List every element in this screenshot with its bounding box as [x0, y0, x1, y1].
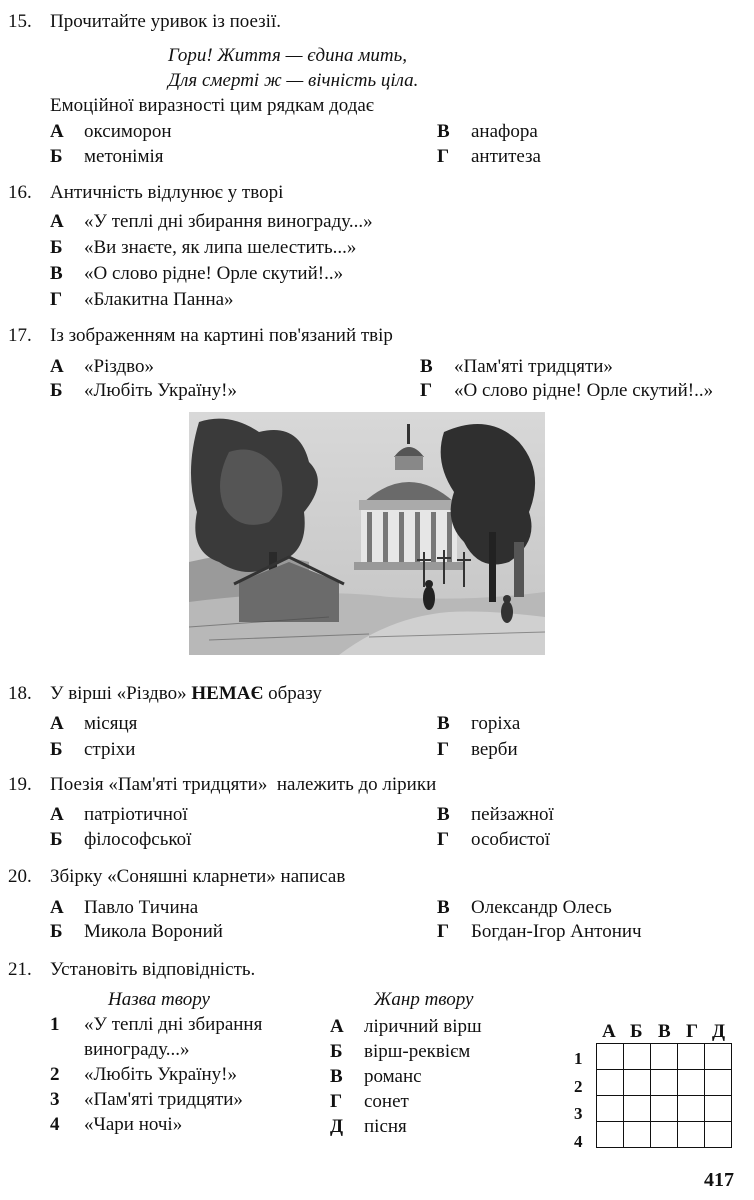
q18-b-option[interactable]: стріхи [84, 739, 136, 760]
q21-genre: сонет [364, 1091, 409, 1112]
q18-text-post: образу [268, 683, 322, 704]
q21-number: 21. [8, 959, 32, 980]
q21-work-num: 4 [50, 1114, 60, 1135]
q15-b-option[interactable]: метонімія [84, 146, 164, 167]
q21-genre-letter: А [330, 1016, 344, 1037]
grid-cell[interactable] [705, 1044, 732, 1070]
q19-v-letter: В [437, 804, 450, 825]
grid-cell[interactable] [624, 1044, 651, 1070]
q20-b-option[interactable]: Микола Вороний [84, 921, 223, 942]
q20-b-letter: Б [50, 921, 63, 942]
grid-cell[interactable] [651, 1096, 678, 1122]
q19-v-option[interactable]: пейзажної [471, 804, 554, 825]
q17-v-letter: В [420, 356, 433, 377]
q21-genre-letter: Г [330, 1091, 343, 1112]
q18-v-option[interactable]: горіха [471, 713, 521, 734]
q15-v-letter: В [437, 121, 450, 142]
q21-work-title: «У теплі дні збирання [84, 1014, 263, 1035]
q21-work-title-cont: винограду...» [84, 1039, 190, 1060]
q21-work-num: 3 [50, 1089, 60, 1110]
q21-col2-heading: Жанр твору [374, 989, 474, 1010]
grid-cell[interactable] [597, 1122, 624, 1148]
q19-b-option[interactable]: філософської [84, 829, 192, 850]
q21-genre-letter: В [330, 1066, 343, 1087]
q15-b-letter: Б [50, 146, 63, 167]
q19-g-option[interactable]: особистої [471, 829, 551, 850]
grid-cell[interactable] [597, 1070, 624, 1096]
q19-a-letter: А [50, 804, 64, 825]
q21-genre: пісня [364, 1116, 407, 1137]
q16-number: 16. [8, 182, 32, 203]
grid-col-header: А [602, 1021, 616, 1042]
answer-grid [596, 1043, 732, 1148]
grid-row-header: 2 [574, 1077, 583, 1096]
grid-cell[interactable] [597, 1044, 624, 1070]
q18-text-pre: У вірші «Різдво» [50, 683, 187, 704]
grid-cell[interactable] [678, 1044, 705, 1070]
q15-g-option[interactable]: антитеза [471, 146, 541, 167]
q17-g-letter: Г [420, 380, 433, 401]
q15-poem-line2: Для смерті ж — вічність ціла. [168, 70, 419, 91]
q18-text [50, 684, 322, 703]
q21-work-num: 1 [50, 1014, 60, 1035]
grid-cell[interactable] [651, 1122, 678, 1148]
q17-a-letter: А [50, 356, 64, 377]
grid-col-header: Д [712, 1021, 726, 1042]
q21-genre: ліричний вірш [364, 1016, 482, 1037]
grid-cell[interactable] [705, 1122, 732, 1148]
q19-a-option[interactable]: патріотичної [84, 804, 188, 825]
q21-genre-letter: Б [330, 1041, 343, 1062]
q17-text: Із зображенням на картині пов'язаний твір [50, 325, 393, 346]
q21-work-title: «Чари ночі» [84, 1114, 183, 1135]
grid-row-header: 1 [574, 1049, 583, 1068]
q15-poem-line1: Гори! Життя — єдина мить, [168, 45, 408, 66]
q15-g-letter: Г [437, 146, 450, 167]
q21-text: Установіть відповідність. [50, 959, 256, 980]
q19-number: 19. [8, 774, 32, 795]
grid-cell[interactable] [597, 1096, 624, 1122]
q21-genre-letter: Д [330, 1116, 344, 1137]
q21-genre: вірш-реквієм [364, 1041, 471, 1062]
q15-a-option[interactable]: оксиморон [84, 121, 172, 142]
q20-g-option[interactable]: Богдан-Ігор Антонич [471, 921, 642, 942]
q15-a-letter: А [50, 121, 64, 142]
q21-work-title: «Любіть Україну!» [84, 1064, 237, 1085]
q20-v-option[interactable]: Олександр Олесь [471, 897, 612, 918]
grid-row-header: 3 [574, 1104, 583, 1123]
q21-col1-heading: Назва твору [108, 989, 210, 1010]
grid-col-header: Б [630, 1021, 643, 1042]
q16-b-option[interactable]: «Ви знаєте, як липа шелестить...» [84, 237, 357, 258]
q16-b-letter: Б [50, 237, 63, 258]
q18-b-letter: Б [50, 739, 63, 760]
q16-text: Античність відлунює у творі [50, 182, 284, 203]
painting-illustration [189, 412, 545, 655]
q18-a-letter: А [50, 713, 64, 734]
q16-a-option[interactable]: «У теплі дні збирання винограду...» [84, 211, 373, 232]
page-number: 417 [704, 1169, 734, 1191]
grid-cell[interactable] [624, 1070, 651, 1096]
q15-v-option[interactable]: анафора [471, 121, 538, 142]
q16-v-letter: В [50, 263, 63, 284]
q20-g-letter: Г [437, 921, 450, 942]
grid-cell[interactable] [705, 1070, 732, 1096]
grid-cell[interactable] [678, 1122, 705, 1148]
q19-g-letter: Г [437, 829, 450, 850]
q21-work-num: 2 [50, 1064, 60, 1085]
q20-a-letter: А [50, 897, 64, 918]
q21-genre: романс [364, 1066, 422, 1087]
q21-work-title: «Пам'яті тридцяти» [84, 1089, 243, 1110]
q17-g-option[interactable]: «О слово рідне! Орле скутий!..» [454, 380, 714, 401]
q16-v-option[interactable]: «О слово рідне! Орле скутий!..» [84, 263, 344, 284]
q15-text2: Емоційної виразності цим рядкам додає [50, 95, 374, 116]
q17-b-option[interactable]: «Любіть Україну!» [84, 380, 237, 401]
grid-col-header: Г [686, 1021, 699, 1042]
q19-b-letter: Б [50, 829, 63, 850]
grid-cell[interactable] [678, 1070, 705, 1096]
grid-cell[interactable] [651, 1044, 678, 1070]
q16-a-letter: А [50, 211, 64, 232]
q20-text: Збірку «Соняшні кларнети» написав [50, 866, 346, 887]
q18-v-letter: В [437, 713, 450, 734]
q20-v-letter: В [437, 897, 450, 918]
q16-g-letter: Г [50, 289, 63, 310]
q18-g-option[interactable]: верби [471, 739, 518, 760]
q20-number: 20. [8, 866, 32, 887]
q18-g-letter: Г [437, 739, 450, 760]
q17-b-letter: Б [50, 380, 63, 401]
q17-v-option[interactable]: «Пам'яті тридцяти» [454, 356, 613, 377]
grid-cell[interactable] [651, 1070, 678, 1096]
grid-cell[interactable] [678, 1096, 705, 1122]
q17-a-option[interactable]: «Різдво» [84, 356, 155, 377]
q20-a-option[interactable]: Павло Тичина [84, 897, 199, 918]
grid-cell[interactable] [705, 1096, 732, 1122]
q19-text: Поезія «Пам'яті тридцяти» належить до лірики [50, 774, 437, 795]
q17-number: 17. [8, 325, 32, 346]
grid-cell[interactable] [624, 1096, 651, 1122]
q16-g-option[interactable]: «Блакитна Панна» [84, 289, 234, 310]
q18-text-bold: НЕМАЄ [191, 683, 264, 704]
q18-number: 18. [8, 683, 32, 704]
grid-col-header: В [658, 1021, 671, 1042]
grid-cell[interactable] [624, 1122, 651, 1148]
q18-a-option[interactable]: місяця [84, 713, 138, 734]
q15-text: Прочитайте уривок із поезії. [50, 11, 281, 32]
grid-row-header: 4 [574, 1132, 583, 1151]
q15-number: 15. [8, 11, 32, 32]
